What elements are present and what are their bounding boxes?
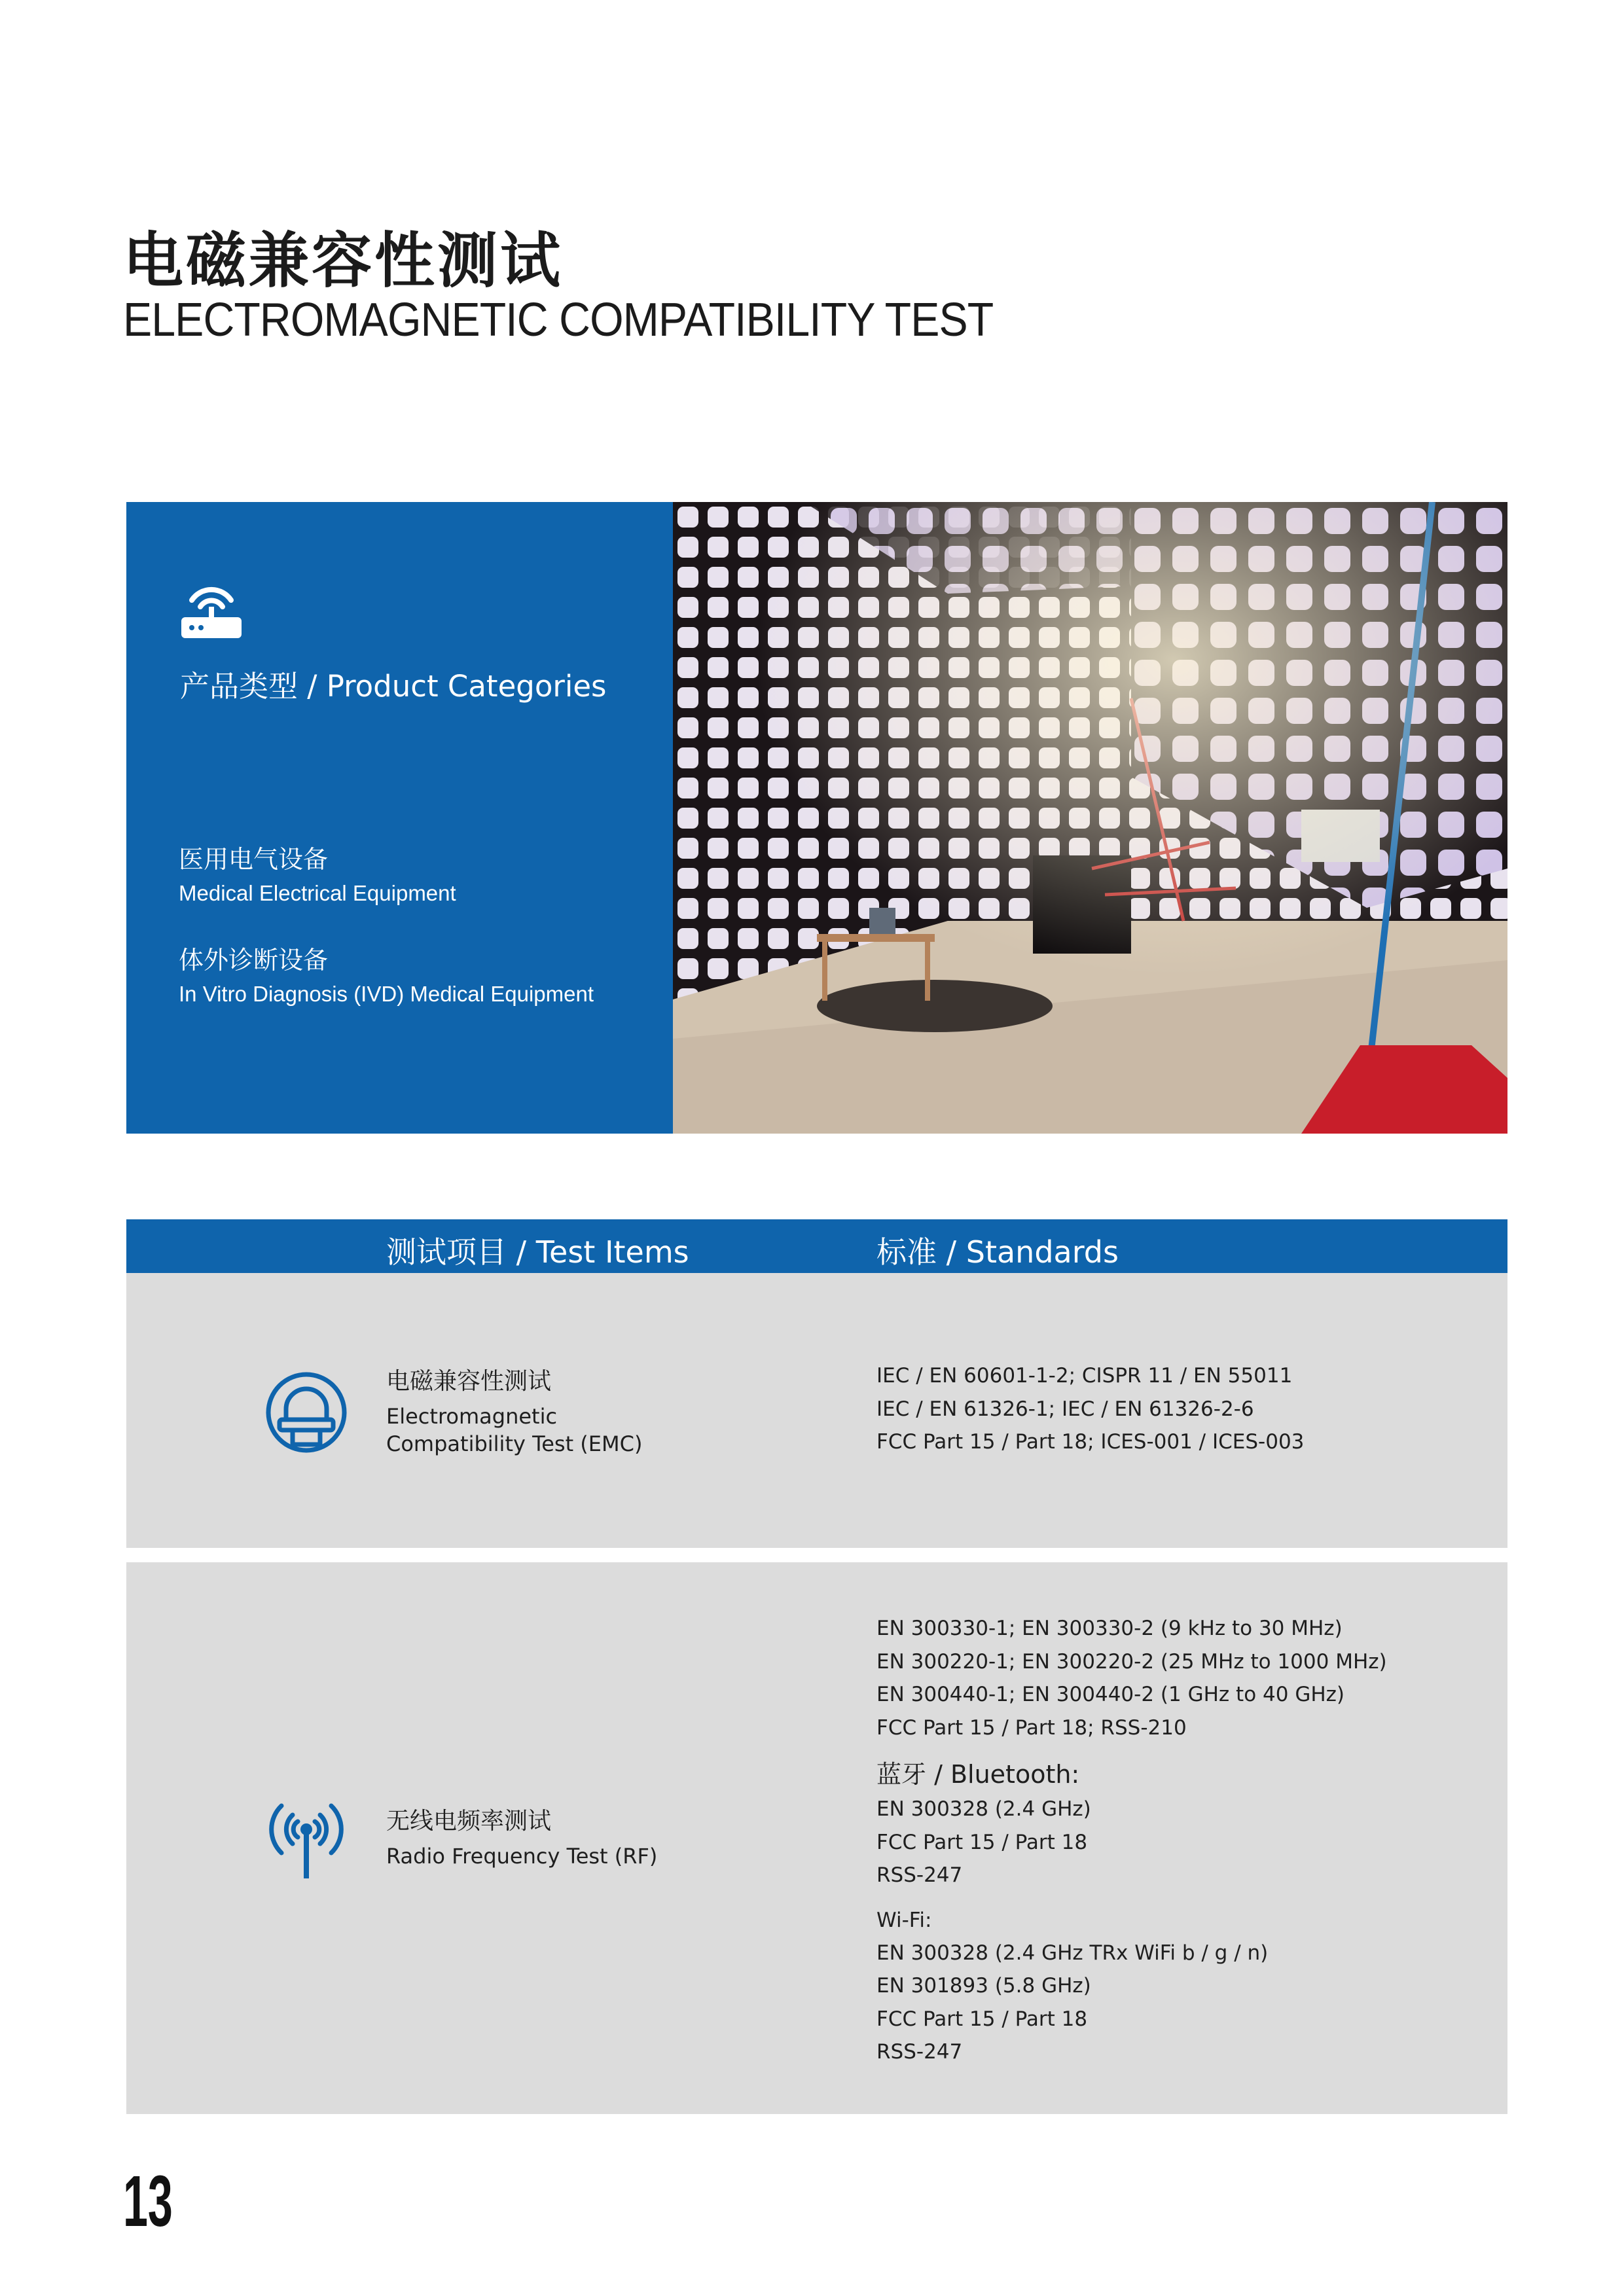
header-test-items: 测试项目 / Test Items xyxy=(386,1234,689,1270)
category-list xyxy=(179,842,594,1044)
category-cn: 体外诊断设备 xyxy=(179,946,329,975)
anechoic-chamber-photo xyxy=(673,502,1507,1134)
category-cn: 医用电气设备 xyxy=(179,845,329,874)
table-row-emc xyxy=(126,1273,1507,1548)
standard-line: FCC Part 15 / Part 18; RSS-210 xyxy=(876,1715,1187,1740)
standard-line: EN 300328 (2.4 GHz TRx WiFi b / g / n) xyxy=(876,1941,1269,1965)
item-en: Radio Frequency Test (RF) xyxy=(386,1844,658,1869)
standard-line: FCC Part 15 / Part 18 xyxy=(876,1830,1088,1854)
item-cn: 电磁兼容性测试 xyxy=(386,1368,552,1395)
emc-item-label xyxy=(386,1365,642,1458)
emc-standards xyxy=(876,1359,1304,1459)
product-categories-panel xyxy=(126,502,673,1134)
standard-line: FCC Part 15 / Part 18 xyxy=(876,2007,1088,2031)
standard-line: RSS-247 xyxy=(876,2040,963,2064)
bluetooth-label: 蓝牙 / Bluetooth: xyxy=(876,1760,1080,1789)
standard-line: EN 301893 (5.8 GHz) xyxy=(876,1974,1091,1998)
product-categories-heading: 产品类型 / Product Categories xyxy=(180,669,607,704)
emc-scanner-icon xyxy=(264,1370,349,1455)
router-icon xyxy=(180,574,243,639)
table-row-rf xyxy=(126,1562,1507,2114)
rf-item-label xyxy=(386,1804,657,1870)
item-en-line: Electromagnetic xyxy=(386,1404,558,1429)
standard-line: EN 300220-1; EN 300220-2 (25 MHz to 1000 MHz) xyxy=(876,1649,1387,1674)
standard-line: IEC / EN 60601-1-2; CISPR 11 / EN 55011 xyxy=(876,1364,1293,1388)
standard-line: EN 300440-1; EN 300440-2 (1 GHz to 40 GHz) xyxy=(876,1683,1345,1706)
category-item xyxy=(179,943,594,1011)
wifi-label: Wi-Fi: xyxy=(876,1908,932,1932)
item-en-line: Compatibility Test (EMC) xyxy=(386,1431,643,1456)
standard-line: RSS-247 xyxy=(876,1863,963,1887)
header-standards: 标准 / Standards xyxy=(876,1234,1119,1270)
standard-line: EN 300330-1; EN 300330-2 (9 kHz to 30 MHz) xyxy=(876,1617,1343,1640)
standard-line: FCC Part 15 / Part 18; ICES-001 / ICES-003 xyxy=(876,1430,1305,1454)
category-en: In Vitro Diagnosis (IVD) Medical Equipment xyxy=(179,982,594,1006)
chamber-illustration xyxy=(673,502,1507,1134)
item-en xyxy=(386,1403,642,1458)
category-en: Medical Electrical Equipment xyxy=(179,881,456,905)
rf-standards xyxy=(876,1612,1387,2069)
page-title-en: ELECTROMAGNETIC COMPATIBILITY TEST xyxy=(123,294,994,346)
hero-section xyxy=(126,502,1507,1134)
radio-antenna-icon xyxy=(264,1797,349,1882)
item-cn: 无线电频率测试 xyxy=(386,1808,552,1835)
category-item xyxy=(179,842,594,910)
standard-line: IEC / EN 61326-1; IEC / EN 61326-2-6 xyxy=(876,1397,1254,1421)
table-header xyxy=(126,1219,1507,1273)
standard-line: EN 300328 (2.4 GHz) xyxy=(876,1797,1091,1821)
page-title-cn: 电磁兼容性测试 xyxy=(123,226,564,296)
page-number: 13 xyxy=(123,2161,173,2242)
